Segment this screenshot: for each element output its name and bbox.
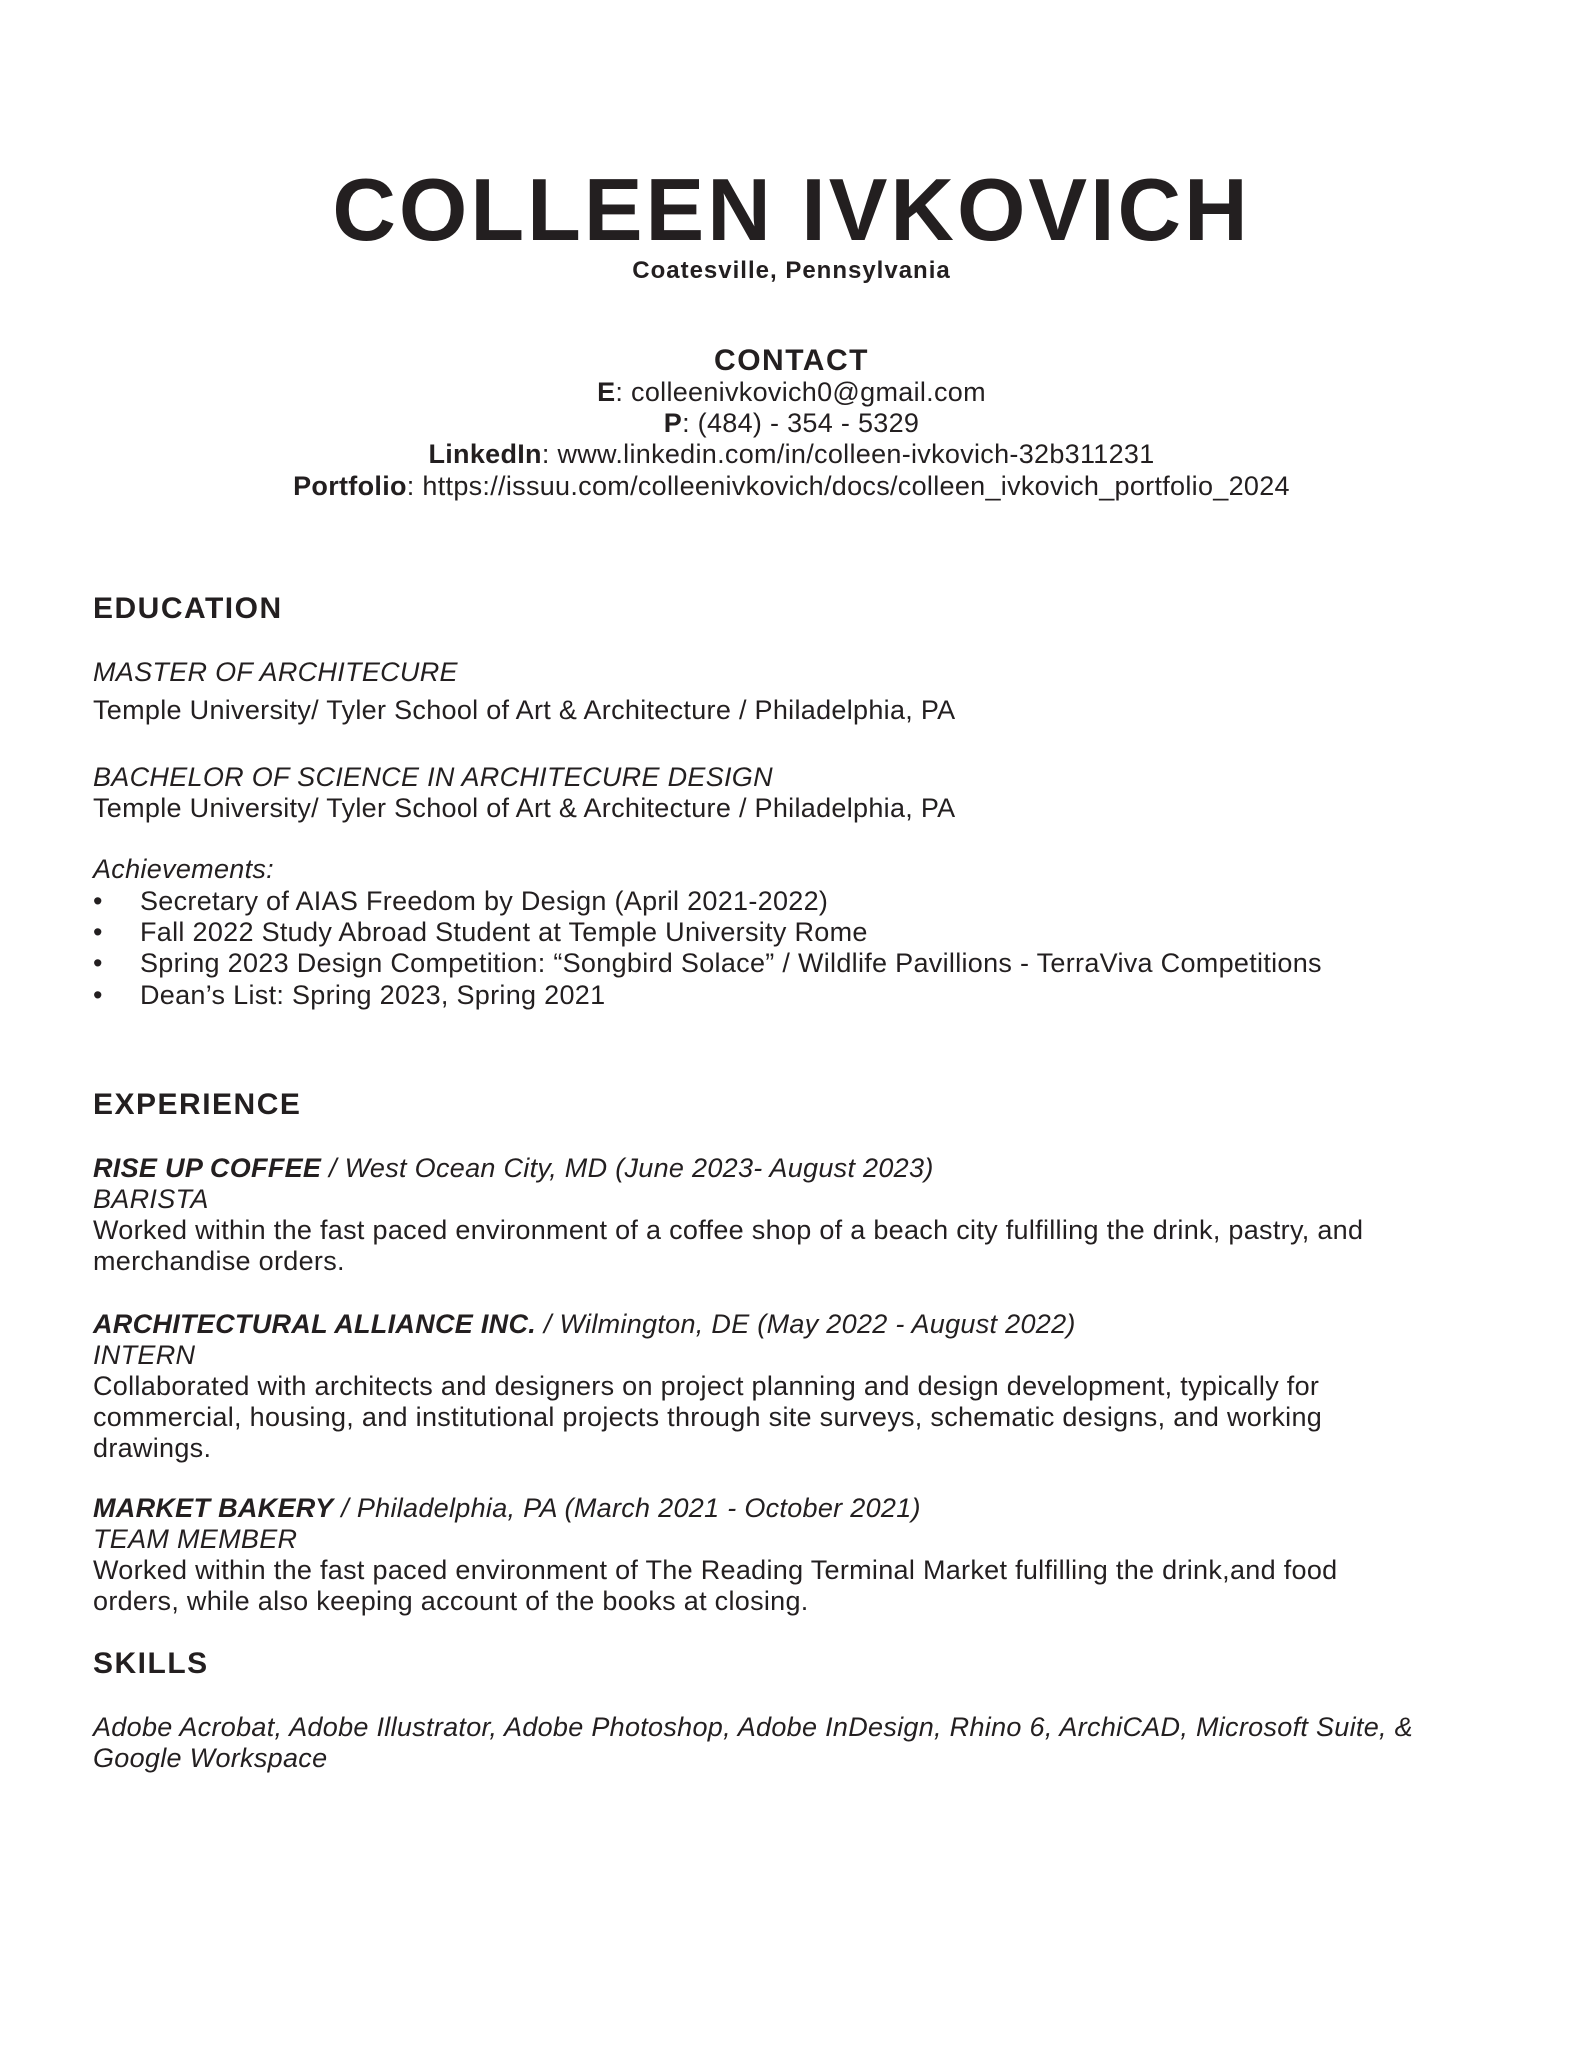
bullet: • [93, 917, 103, 947]
job-role: BARISTA [93, 1184, 209, 1214]
company: ARCHITECTURAL ALLIANCE INC. [93, 1309, 537, 1339]
job-desc: Collaborated with architects and designers on project planning and design development, typically for [93, 1371, 1320, 1401]
job-details: / Philadelphia, PA (March 2021 - October 2021) [333, 1493, 921, 1523]
job-role: TEAM MEMBER [93, 1524, 298, 1554]
phone-label: P [663, 408, 683, 438]
degree-title: BACHELOR OF SCIENCE IN ARCHITECURE DESIGN [93, 762, 773, 792]
degree-school: Temple University/ Tyler School of Art & Architecture / Philadelphia, PA [93, 793, 956, 823]
job-desc: commercial, housing, and institutional projects through site surveys, schematic designs, and working [93, 1402, 1323, 1432]
achievement-text: Fall 2022 Study Abroad Student at Temple University Rome [140, 917, 868, 947]
skills-text: Adobe Acrobat, Adobe Illustrator, Adobe Photoshop, Adobe InDesign, Rhino 6, ArchiCAD, Microsoft Suite, & [93, 1712, 1413, 1742]
job-role: INTERN [93, 1340, 196, 1370]
skills-heading: SKILLS [93, 1647, 209, 1680]
achievement-text: Spring 2023 Design Competition: “Songbird Solace” / Wildlife Pavillions - TerraViva Competitions [140, 948, 1322, 978]
achievements-label: Achievements: [93, 854, 274, 884]
job-header [93, 1493, 921, 1524]
location: Coatesville, Pennsylvania [632, 257, 951, 284]
portfolio-value: : https://issuu.com/colleenivkovich/docs/colleen_ivkovich_portfolio_2024 [406, 471, 1290, 501]
job-header [93, 1153, 934, 1184]
linkedin-value: : www.linkedin.com/in/colleen-ivkovich-32b311231 [541, 439, 1155, 469]
bullet: • [93, 948, 103, 978]
phone-value: : (484) - 354 - 5329 [682, 408, 920, 438]
contact-portfolio [0, 471, 1583, 502]
job-desc: Worked within the fast paced environment of The Reading Terminal Market fulfilling the drink,and food [93, 1555, 1338, 1585]
contact-linkedin [0, 439, 1583, 470]
contact-phone [0, 408, 1583, 439]
bullet: • [93, 980, 103, 1010]
portfolio-label: Portfolio [293, 471, 407, 501]
contact-heading: CONTACT [714, 344, 869, 377]
degree-title: MASTER OF ARCHITECURE [93, 657, 458, 687]
achievement-text: Dean’s List: Spring 2023, Spring 2021 [140, 980, 606, 1010]
resume-name: COLLEEN IVKOVICH [332, 160, 1251, 259]
company: RISE UP COFFEE [93, 1153, 322, 1183]
achievement-item [93, 948, 1322, 979]
experience-heading: EXPERIENCE [93, 1088, 302, 1121]
degree-school: Temple University/ Tyler School of Art & Architecture / Philadelphia, PA [93, 695, 956, 725]
linkedin-label: LinkedIn [428, 439, 542, 469]
job-desc: orders, while also keeping account of the books at closing. [93, 1586, 809, 1616]
education-heading: EDUCATION [93, 592, 283, 625]
skills-text: Google Workspace [93, 1743, 328, 1773]
job-desc: drawings. [93, 1433, 212, 1463]
achievement-item [93, 917, 868, 948]
job-header [93, 1309, 1076, 1340]
job-desc: Worked within the fast paced environment of a coffee shop of a beach city fulfilling the drink, pastry, and [93, 1215, 1364, 1245]
achievement-item [93, 886, 828, 917]
achievement-item [93, 980, 605, 1011]
bullet: • [93, 886, 103, 916]
email-value: : colleenivkovich0@gmail.com [615, 377, 986, 407]
company: MARKET BAKERY [93, 1493, 334, 1523]
achievement-text: Secretary of AIAS Freedom by Design (April 2021-2022) [140, 886, 829, 916]
job-details: / Wilmington, DE (May 2022 - August 2022) [536, 1309, 1076, 1339]
job-desc: merchandise orders. [93, 1246, 345, 1276]
email-label: E [597, 377, 616, 407]
job-details: / West Ocean City, MD (June 2023- August 2023) [321, 1153, 934, 1183]
contact-email [0, 377, 1583, 408]
